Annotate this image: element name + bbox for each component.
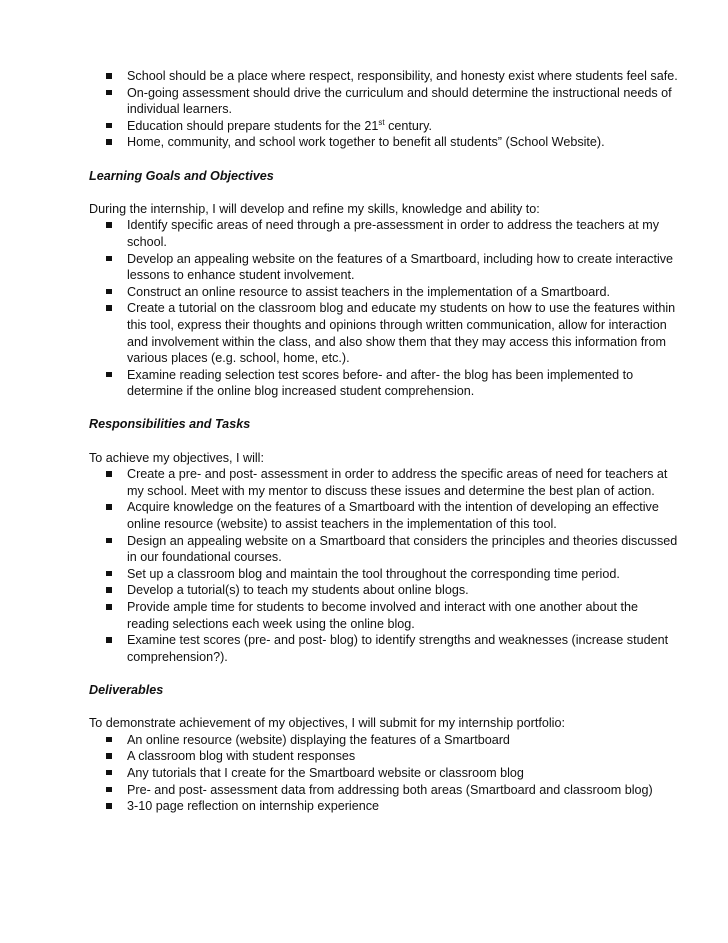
list-item	[89, 118, 648, 135]
list-item	[89, 533, 678, 566]
list-item-text-suffix: century.	[384, 118, 432, 133]
list-item-text: Design an appealing website on a Smartboard that considers the principles and theories discussed	[127, 533, 678, 548]
list-item-text: Home, community, and school work together to benefit all students” (School Website).	[127, 135, 605, 150]
list-item	[89, 798, 648, 815]
list-item	[89, 599, 648, 632]
list-item-text: Create a pre- and post- assessment in order to address the specific areas of need for teachers at	[127, 467, 668, 482]
section-heading-goals: Learning Goals and Objectives	[89, 168, 274, 183]
square-bullet-icon	[106, 770, 112, 776]
list-item-text: On-going assessment should drive the curriculum and should determine the instructional needs of	[127, 85, 672, 100]
list-item-text: in our foundational courses.	[127, 550, 282, 565]
list-item-text: various places (e.g. school, home, etc.).	[127, 351, 350, 366]
list-item-text: determine if the online blog increased student comprehension.	[127, 384, 475, 399]
list-item	[89, 566, 648, 583]
superscript-text: st	[378, 117, 385, 127]
list-item-text: Create a tutorial on the classroom blog and educate my students on how to use the features within	[127, 301, 676, 316]
spacer	[89, 151, 648, 168]
square-bullet-icon	[106, 73, 112, 79]
section-heading-deliverables: Deliverables	[89, 682, 164, 697]
list-item-text: Set up a classroom blog and maintain the tool throughout the corresponding time period.	[127, 566, 620, 581]
square-bullet-icon	[106, 90, 112, 96]
list-item-text: Develop an appealing website on the features of a Smartboard, including how to create interactive	[127, 251, 674, 266]
list-item	[89, 782, 653, 799]
square-bullet-icon	[106, 587, 112, 593]
square-bullet-icon	[106, 737, 112, 743]
square-bullet-icon	[106, 803, 112, 809]
list-item	[89, 732, 648, 749]
square-bullet-icon	[106, 123, 112, 129]
list-item-text: Acquire knowledge on the features of a Smartboard with the intention of developing an effective	[127, 500, 659, 515]
list-item-text: Construct an online resource to assist teachers in the implementation of a Smartboard.	[127, 284, 611, 299]
list-item-text: A classroom blog with student responses	[127, 749, 356, 764]
list-item-text: reading selections each week using the online blog.	[127, 616, 415, 631]
list-item	[89, 499, 659, 532]
list-item-text: 3-10 page reflection on internship experience	[127, 799, 380, 814]
list-item-text: Education should prepare students for the 21	[127, 118, 379, 133]
list-item	[89, 134, 648, 151]
square-bullet-icon	[106, 504, 112, 510]
square-bullet-icon	[106, 787, 112, 793]
list-item	[89, 582, 648, 599]
list-item-text: and involvement within the class, and also show them that they may access this information from	[127, 334, 666, 349]
square-bullet-icon	[106, 289, 112, 295]
list-item-text: Examine test scores (pre- and post- blog) to identify strengths and weaknesses (increase student	[127, 633, 669, 648]
list-item-text: Identify specific areas of need through a pre-assessment in order to address the teachers at my	[127, 218, 660, 233]
list-item	[89, 284, 648, 301]
intro-bullet-list	[89, 68, 678, 151]
list-item-text: Develop a tutorial(s) to teach my students about online blogs.	[127, 583, 469, 598]
spacer	[89, 665, 648, 682]
square-bullet-icon	[106, 538, 112, 544]
goals-lead-text: During the internship, I will develop and refine my skills, knowledge and ability to:	[89, 201, 540, 216]
tasks-lead-text: To achieve my objectives, I will:	[89, 450, 264, 465]
spacer	[89, 184, 648, 201]
square-bullet-icon	[106, 372, 112, 378]
square-bullet-icon	[106, 753, 112, 759]
list-item	[89, 748, 648, 765]
list-item-text: my school. Meet with my mentor to discuss these issues and determine the best plan of action.	[127, 483, 655, 498]
square-bullet-icon	[106, 139, 112, 145]
deliverables-lead-text: To demonstrate achievement of my objectives, I will submit for my internship portfolio:	[89, 716, 565, 731]
list-item-text: school.	[127, 234, 167, 249]
list-item-text: An online resource (website) displaying the features of a Smartboard	[127, 732, 510, 747]
list-item-text: Any tutorials that I create for the Smartboard website or classroom blog	[127, 765, 524, 780]
list-item	[89, 68, 678, 85]
spacer	[89, 400, 648, 417]
spacer	[89, 433, 648, 450]
list-item	[89, 85, 672, 118]
square-bullet-icon	[106, 604, 112, 610]
goals-bullet-list	[89, 217, 676, 400]
list-item	[89, 765, 648, 782]
list-item-text: individual learners.	[127, 102, 233, 117]
section-heading-tasks: Responsibilities and Tasks	[89, 417, 251, 432]
spacer	[89, 699, 648, 716]
list-item-text: Provide ample time for students to become involved and interact with one another about the	[127, 600, 639, 614]
list-item-text: School should be a place where respect, responsibility, and honesty exist where students feel safe.	[127, 69, 678, 83]
square-bullet-icon	[106, 571, 112, 577]
list-item	[89, 217, 660, 250]
list-item-text: lessons to enhance student involvement.	[127, 268, 355, 283]
square-bullet-icon	[106, 305, 112, 311]
square-bullet-icon	[106, 471, 112, 477]
list-item-text: online resource (website) to assist teachers in the implementation of this tool.	[127, 517, 557, 532]
square-bullet-icon	[106, 222, 112, 228]
list-item	[89, 251, 674, 284]
square-bullet-icon	[106, 256, 112, 262]
list-item	[89, 300, 676, 366]
list-item-text: this tool, express their thoughts and opinions through written communication, allow for interaction	[127, 317, 667, 332]
list-item-text: comprehension?).	[127, 649, 228, 664]
list-item	[89, 466, 668, 499]
list-item	[89, 632, 669, 665]
tasks-bullet-list	[89, 466, 678, 665]
square-bullet-icon	[106, 637, 112, 643]
list-item	[89, 367, 648, 400]
list-item-text: Examine reading selection test scores before- and after- the blog has been implemented to	[127, 367, 634, 382]
list-item-text: Pre- and post- assessment data from addressing both areas (Smartboard and classroom blog)	[127, 782, 653, 797]
deliverables-bullet-list	[89, 732, 653, 815]
